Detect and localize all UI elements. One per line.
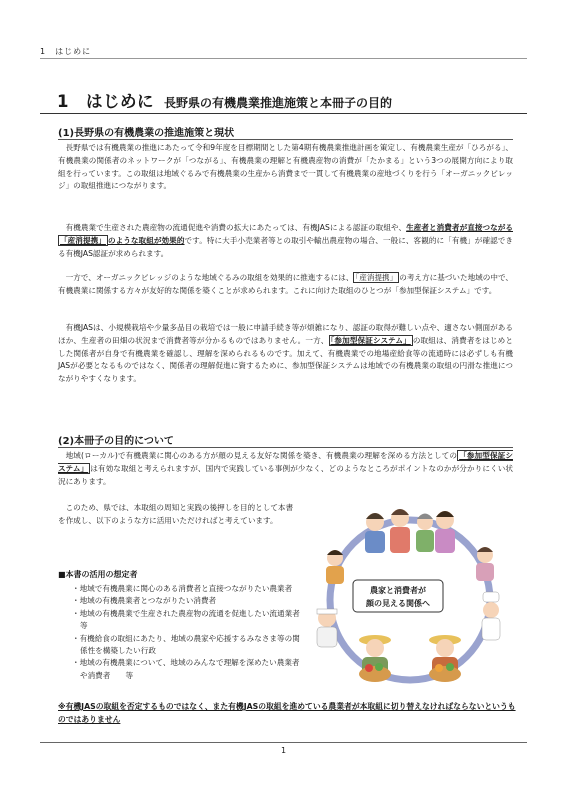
chef-icon xyxy=(482,592,500,640)
page-title xyxy=(57,88,392,112)
family-group-icon xyxy=(365,509,455,553)
underlined-phrase: 生産者と消費者が直接つながる xyxy=(406,223,513,232)
section-1-paragraph-1: 長野県では有機農業の推進にあたって令和9年度を目標期間とした第4期有機農業推進計画を策定し、有機農業生産が「ひろがる」、有機農業の関係者のネットワークが「つながる」、有機農業の理解と有機農産物の消費が「たかまる」という3つの展開方向により取組を行っています。この取組は地域ぐるみで有機農業の生産から消費まで一貫して有機農業の産地づくりを行う「オーガニックビレッジ」の取組推進につながります。 xyxy=(58,143,513,191)
caption-line-2: 顔の見える関係へ xyxy=(366,599,430,608)
title-rule xyxy=(40,113,527,114)
section-2-paragraph-1 xyxy=(58,450,513,488)
text-segment: 有機JASは、小規模栽培や少量多品目の栽培では一般に申請手続き等が煩雑になり、認証の取得が難しい点や、適さない側面があるほか、生産者の田畑の状況まで消費者等が分かるものではありません。一方、 xyxy=(58,323,513,345)
running-header: 1 はじめに xyxy=(40,47,92,56)
boxed-term: 「産消提携」 xyxy=(60,235,106,245)
section-1-paragraph-3 xyxy=(58,272,513,298)
underlined-phrase: のような取組が効果的 xyxy=(107,235,185,245)
illustration-farmers-consumers xyxy=(305,500,515,700)
text-segment: です。特に大手小売業者等との取引や輸出農産物の場合、一般に、客観的に「有機」が確認できる有機JAS認証が求められます。 xyxy=(58,235,514,258)
caption-line-1: 農家と消費者が xyxy=(370,586,426,595)
boxed-term: 「産消提携」 xyxy=(355,273,398,282)
boxed-term: 「参加型保証システム」 xyxy=(58,451,513,473)
farmers-consumers-illustration xyxy=(305,500,515,700)
text-segment: の考え方に基づいた地域の中で、有機農業に関係する方々が友好的な関係を築くことが求められます。これに向けた取組のひとつが「参加型保証システム」です。 xyxy=(58,273,513,295)
list-item: ・地域の有機農業で生産された農産物の流通を促進したい流通業者等 xyxy=(72,608,300,631)
farmer-right-icon xyxy=(429,635,461,682)
page-number: 1 xyxy=(280,746,287,755)
disclaimer-note: ※有機JASの取組を否定するものではなく、また有機JASの取組を進めている農業者が本取組に切り替えなければならないというものではありません xyxy=(58,702,516,724)
text-segment: 地域(ローカル)で有機農業に関心のある方が顔の見える友好な関係を築き、有機農業の理解を深める方法としての xyxy=(65,451,458,460)
boxed-term: 「参加型保証システム」 xyxy=(330,335,411,345)
list-item: ・有機給食の取組にあたり、地域の農家や応援するみなさま等の関係性を構築したい行政 xyxy=(72,633,300,656)
section-2-paragraph-2: このため、県では、本取組の周知と実践の後押しを目的として本書を作成し、以下のような方に活用いただければと考えています。 xyxy=(58,503,294,525)
list-item: ・地域の有機農業者とつながりたい消費者 xyxy=(72,596,217,606)
page-title-main: 1 はじめに xyxy=(57,92,154,111)
uses-heading: ■本書の活用の想定者 xyxy=(58,570,138,579)
section-1-heading: (1)長野県の有機農業の推進施策と現状 xyxy=(58,128,235,139)
footer-rule xyxy=(40,742,527,743)
text-segment: 一方で、オーガニックビレッジのような地域ぐるみの取組を効果的に推進するには、 xyxy=(65,273,354,282)
text-segment: 有機農業で生産された農産物の流通促進や消費の拡大にあたっては、有機JASによる認証の取組や、 xyxy=(65,223,407,232)
text-segment: は有効な取組と考えられますが、国内で実践している事例が少なく、どのようなところがポイントなのかが分かりにくい状況にあります。 xyxy=(58,463,513,486)
caption-tag xyxy=(353,580,443,612)
page-title-sub: 長野県の有機農業推進施策と本冊子の目的 xyxy=(163,96,392,110)
list-item: ・地域で有機農業に関心のある消費者と直接つながりたい農業者 xyxy=(72,584,293,593)
consumer-left-icon xyxy=(326,550,344,584)
consumer-right-icon xyxy=(476,547,494,581)
distributor-icon xyxy=(317,609,337,647)
section-2-heading: (2)本冊子の目的について xyxy=(58,436,174,447)
uses-list xyxy=(66,583,306,682)
farmer-left-icon xyxy=(359,635,391,682)
header-rule xyxy=(40,58,527,59)
section-1-paragraph-4 xyxy=(58,322,513,386)
text-segment: の取組は、消費者をはじめとした関係者が自身で有機農業を確認し、理解を深められるものです。加えて、有機農業での地場産給食等の流通時には必ずしも有機JASが必要となるものではなく、関係者の理解促進に資するために、参加型保証システムは地域での有機農業の取組の円滑な推進につながりやすくなります。 xyxy=(58,335,513,384)
section-1-rule xyxy=(58,139,513,140)
list-item: ・地域の有機農業について、地域のみんなで理解を深めたい農業者や消費者 等 xyxy=(72,658,300,680)
section-1-paragraph-2 xyxy=(58,222,513,260)
section-2-rule xyxy=(58,447,513,448)
